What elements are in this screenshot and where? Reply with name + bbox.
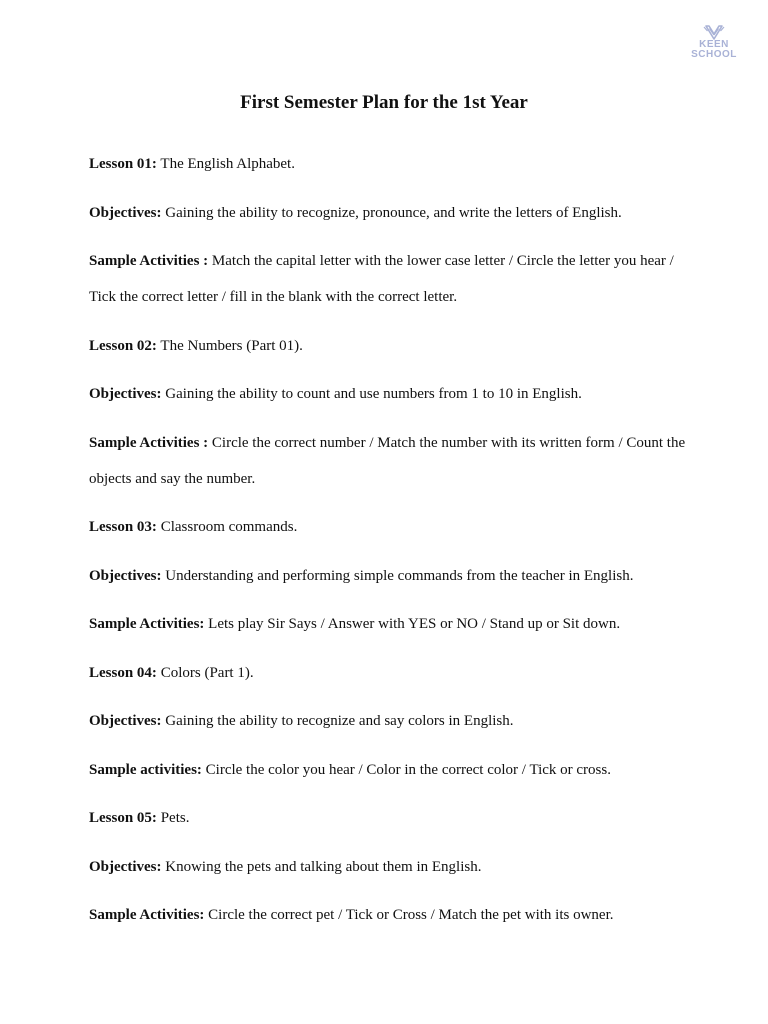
document-title: First Semester Plan for the 1st Year bbox=[240, 92, 528, 113]
paragraph-lesson-01 bbox=[89, 146, 689, 182]
paragraph-text: The Numbers (Part 01). bbox=[156, 337, 303, 354]
paragraph-label: Objectives: bbox=[89, 713, 162, 729]
paragraph-label: Lesson 02: bbox=[89, 337, 157, 354]
paragraph-label: Sample Activities: bbox=[89, 907, 205, 923]
paragraph-activities-02 bbox=[89, 425, 689, 497]
paragraph-activities-05 bbox=[89, 897, 689, 933]
paragraph-label: Lesson 01: bbox=[89, 156, 157, 172]
paragraph-lesson-03 bbox=[89, 509, 689, 545]
paragraph-label: Sample activities: bbox=[89, 761, 202, 778]
paragraph-label: Sample Activities: bbox=[89, 616, 205, 632]
wings-icon bbox=[703, 24, 725, 40]
paragraph-lesson-02 bbox=[89, 328, 689, 364]
paragraph-objectives-05 bbox=[89, 849, 689, 885]
logo-text-keen: KEEN bbox=[699, 39, 729, 50]
paragraph-text: Match the capital letter with the lower case letter / Circle the letter you hear / Tick the correct letter / fill in the blank with the correct letter. bbox=[89, 253, 674, 305]
paragraph-objectives-01 bbox=[89, 195, 689, 231]
paragraph-text: Knowing the pets and talking about them in English. bbox=[161, 858, 482, 875]
paragraph-text: Gaining the ability to recognize, pronounce, and write the letters of English. bbox=[161, 204, 622, 221]
paragraph-objectives-04 bbox=[89, 703, 689, 739]
paragraph-text: Understanding and performing simple commands from the teacher in English. bbox=[161, 567, 634, 584]
paragraph-text: Lets play Sir Says / Answer with YES or NO / Stand up or Sit down. bbox=[204, 616, 621, 632]
paragraph-text: Colors (Part 1). bbox=[156, 664, 254, 681]
paragraph-text: Pets. bbox=[156, 810, 190, 826]
paragraph-label: Objectives: bbox=[89, 567, 162, 584]
paragraph-text: The English Alphabet. bbox=[156, 156, 295, 172]
paragraph-label: Objectives: bbox=[89, 386, 162, 402]
paragraph-lesson-04 bbox=[89, 655, 689, 691]
paragraph-activities-01 bbox=[89, 243, 689, 315]
paragraph-label: Objectives: bbox=[89, 858, 162, 875]
paragraph-text: Gaining the ability to recognize and say colors in English. bbox=[161, 713, 514, 729]
paragraph-activities-04 bbox=[89, 752, 689, 788]
paragraph-text: Circle the correct number / Match the number with its written form / Count the objects and say the number. bbox=[89, 434, 686, 487]
paragraph-label: Lesson 03: bbox=[89, 519, 157, 535]
paragraph-text: Circle the color you hear / Color in the correct color / Tick or cross. bbox=[201, 761, 611, 778]
document-body bbox=[89, 146, 689, 946]
paragraph-label: Sample Activities : bbox=[89, 253, 209, 269]
paragraph-objectives-02 bbox=[89, 376, 689, 412]
paragraph-text: Circle the correct pet / Tick or Cross / Match the pet with its owner. bbox=[204, 907, 614, 923]
paragraph-text: Gaining the ability to count and use numbers from 1 to 10 in English. bbox=[161, 386, 582, 402]
logo-text-school: SCHOOL bbox=[691, 49, 737, 60]
paragraph-activities-03 bbox=[89, 606, 689, 642]
paragraph-label: Objectives: bbox=[89, 204, 162, 221]
paragraph-label: Lesson 05: bbox=[89, 810, 157, 826]
paragraph-lesson-05 bbox=[89, 800, 689, 836]
paragraph-label: Lesson 04: bbox=[89, 664, 157, 681]
paragraph-objectives-03 bbox=[89, 558, 689, 594]
paragraph-text: Classroom commands. bbox=[156, 519, 298, 535]
paragraph-label: Sample Activities : bbox=[89, 434, 209, 451]
school-logo bbox=[684, 24, 744, 60]
